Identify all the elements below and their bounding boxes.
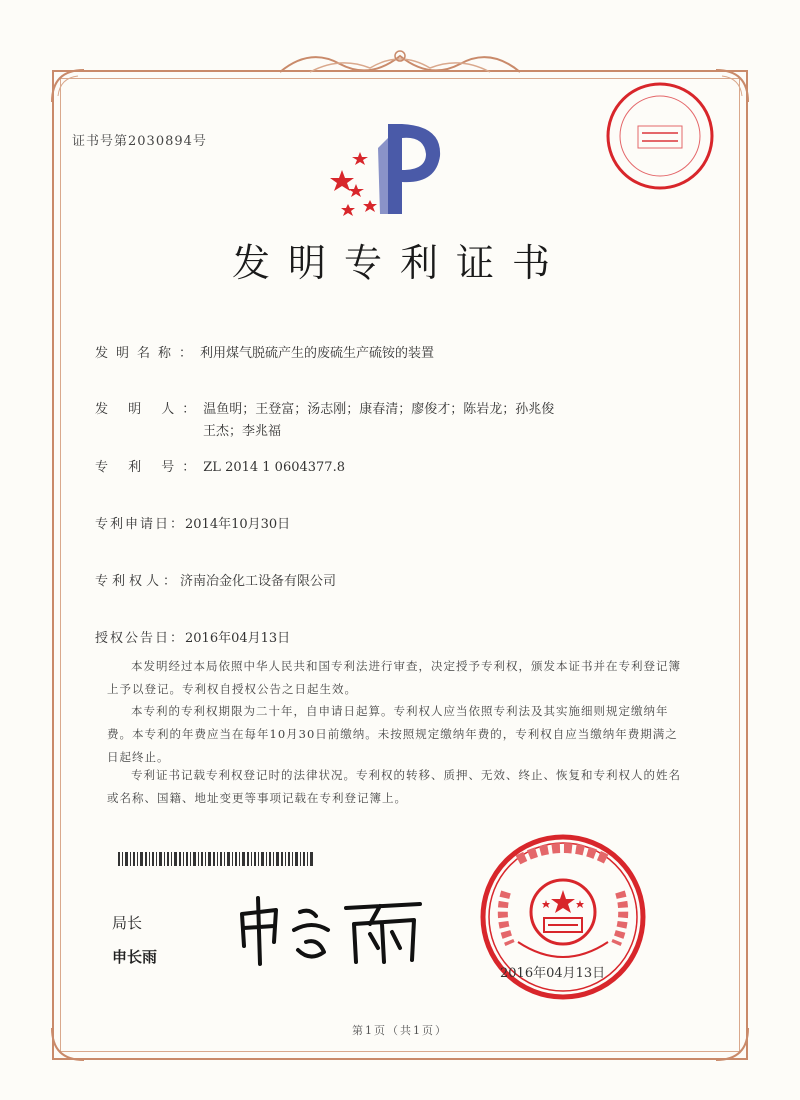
inventors-label: 发 明 人：	[95, 402, 204, 417]
certificate-title: 发明专利证书	[231, 241, 568, 285]
body-paragraph-1	[107, 655, 687, 701]
certificate-number: 证书号第2030894号	[72, 134, 207, 149]
body-paragraph-1-text: 本发明经过本局依照中华人民共和国专利法进行审查，决定授予专利权，颁发本证书并在专利登记簿上予以登记。专利权自授权公告之日起生效。	[107, 659, 681, 696]
top-ornament	[270, 42, 530, 82]
director-signature	[230, 890, 430, 970]
body-paragraph-2	[107, 700, 687, 769]
field-invention-name	[95, 342, 434, 361]
director-title: 局长	[112, 914, 143, 932]
patentee-value: 济南冶金化工设备有限公司	[180, 574, 337, 589]
body-paragraph-3	[107, 764, 687, 810]
patent-no-label: 专 利 号：	[95, 460, 204, 475]
director-name: 申长雨	[112, 948, 158, 966]
grant-date-value: 2016年04月13日	[185, 631, 291, 646]
field-patentee	[95, 570, 336, 589]
grant-date-label: 授权公告日：	[95, 631, 186, 646]
invention-name-value: 利用煤气脱硫产生的废硫生产硫铵的装置	[200, 346, 435, 361]
inventors-value-line1: 温鱼明；王登富；汤志刚；康春清；廖俊才；陈岩龙；孙兆俊	[203, 402, 555, 417]
body-paragraph-2-text: 本专利的专利权期限为二十年，自申请日起算。专利权人应当依照专利法及其实施细则规定缴纳年费。本专利的年费应当在每年10月30日前缴纳。未按照规定缴纳年费的，专利权自应当缴纳年费期满之日起终止。	[107, 704, 678, 764]
field-grant-date	[95, 627, 290, 646]
invention-name-label: 发明名称：	[95, 346, 201, 361]
field-filing-date	[95, 513, 290, 532]
seal-date: 2016年04月13日	[500, 966, 606, 981]
filing-date-label: 专利申请日：	[95, 517, 186, 532]
patentee-label: 专利权人：	[95, 574, 181, 589]
body-paragraph-3-text: 专利证书记载专利权登记时的法律状况。专利权的转移、质押、无效、终止、恢复和专利权人的姓名或名称、国籍、地址变更等事项记载在专利登记簿上。	[107, 768, 681, 805]
small-seal-stamp	[602, 78, 718, 194]
barcode	[118, 852, 318, 866]
filing-date-value: 2014年10月30日	[185, 517, 291, 532]
corner-ornament-tr	[712, 66, 752, 106]
field-patent-no	[95, 456, 345, 475]
field-inventors	[95, 398, 554, 417]
patent-office-logo	[330, 118, 450, 218]
page-number: 第1页（共1页）	[352, 1024, 448, 1037]
inventors-value-line2: 王杰；李兆福	[203, 424, 282, 439]
corner-ornament-tl	[48, 66, 88, 106]
patent-no-value: ZL 2014 1 0604377.8	[203, 460, 345, 475]
